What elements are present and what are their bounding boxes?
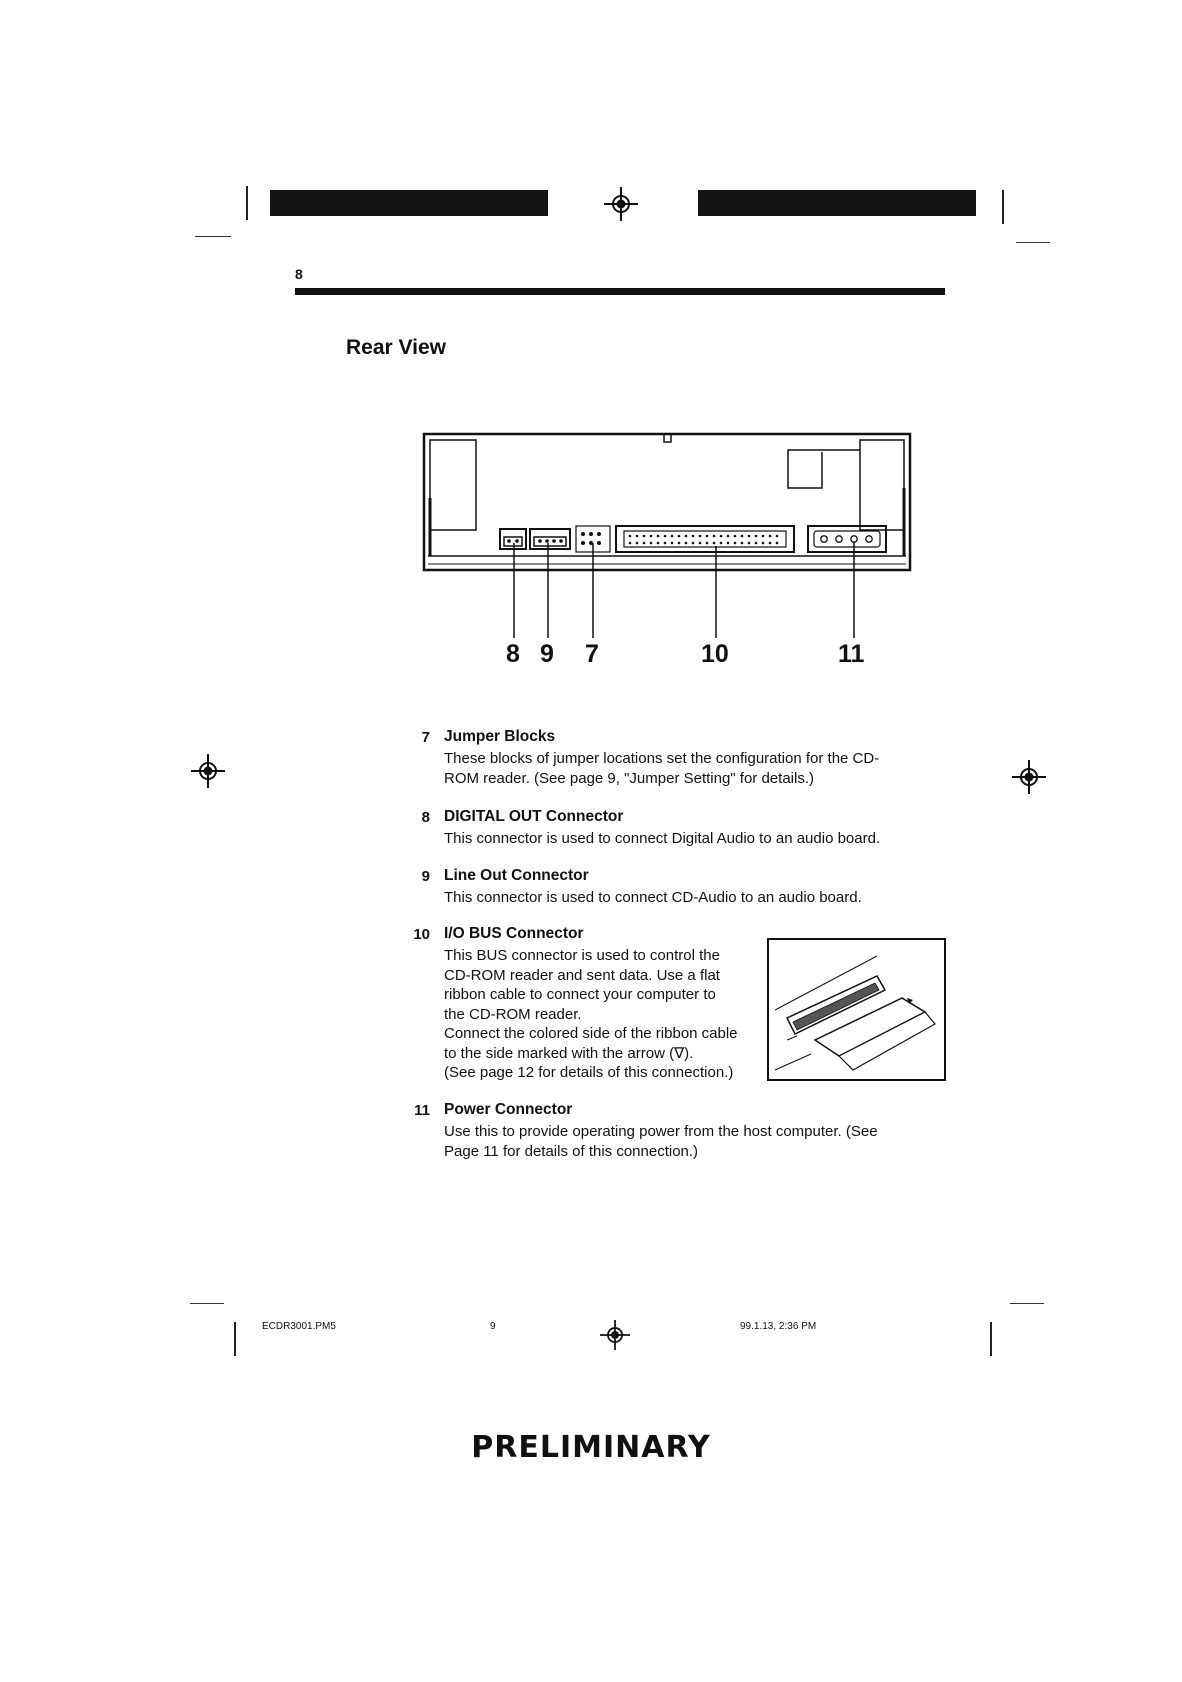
crop-mark (234, 1322, 236, 1356)
item-title: Power Connector (444, 1101, 573, 1118)
item-description: This connector is used to connect CD-Audio to an audio board. (444, 889, 862, 906)
registration-bar-right (698, 190, 976, 216)
drive-rear-panel (424, 434, 910, 570)
item-title: I/O BUS Connector (444, 925, 584, 942)
item-description: Use this to provide operating power from the host computer. (See Page 11 for details of this connection.) (444, 1123, 878, 1160)
item-number: 10 (413, 926, 430, 943)
callout-label: 11 (838, 640, 865, 668)
item-number: 7 (421, 729, 430, 746)
crop-mark (1002, 190, 1004, 224)
callout-label: 8 (506, 640, 520, 668)
registration-target-icon (1012, 760, 1046, 794)
item-number: 9 (421, 868, 430, 885)
footer-timestamp: 99.1.13, 2:36 PM (740, 1321, 817, 1332)
item-title: Line Out Connector (444, 867, 589, 884)
crop-mark (990, 1322, 992, 1356)
item-description: These blocks of jumper locations set the configuration for the CD- ROM reader. (See page 9, "Jumper Setting" for details.) (444, 750, 880, 787)
crop-mark (1016, 242, 1050, 243)
section-title: Rear View (346, 336, 447, 359)
io-bus-connector (616, 526, 794, 552)
item-description: This connector is used to connect Digital Audio to an audio board. (444, 830, 881, 847)
footer-page: 9 (490, 1321, 496, 1332)
registration-target-icon (191, 754, 225, 788)
crop-mark (195, 236, 231, 237)
header-rule (295, 288, 945, 295)
crop-mark (190, 1303, 224, 1304)
ribbon-cable-illustration (767, 938, 947, 1082)
preliminary-watermark: PRELIMINARY (471, 1430, 711, 1465)
footer-filename: ECDR3001.PM5 (262, 1321, 336, 1332)
callout-label: 7 (585, 640, 599, 668)
registration-target-icon (604, 187, 638, 221)
item-title: Jumper Blocks (444, 728, 556, 745)
crop-mark (246, 186, 248, 220)
crop-mark (1010, 1303, 1044, 1304)
registration-bar-left (270, 190, 548, 216)
item-number: 11 (414, 1102, 430, 1119)
registration-target-icon (600, 1320, 630, 1350)
callout-label: 10 (701, 640, 729, 668)
page-number: 8 (295, 266, 303, 282)
item-title: DIGITAL OUT Connector (444, 808, 624, 825)
callout-label: 9 (540, 640, 554, 668)
item-description: This BUS connector is used to control the CD-ROM reader and sent data. Use a flat ribbon cable to connect your computer to the CD-ROM reader. Connect the colored side of the ribbon cable to the side marked with the arrow (∇). (See page 12 for details of this connection.) (444, 947, 738, 1081)
item-number: 8 (421, 809, 430, 826)
